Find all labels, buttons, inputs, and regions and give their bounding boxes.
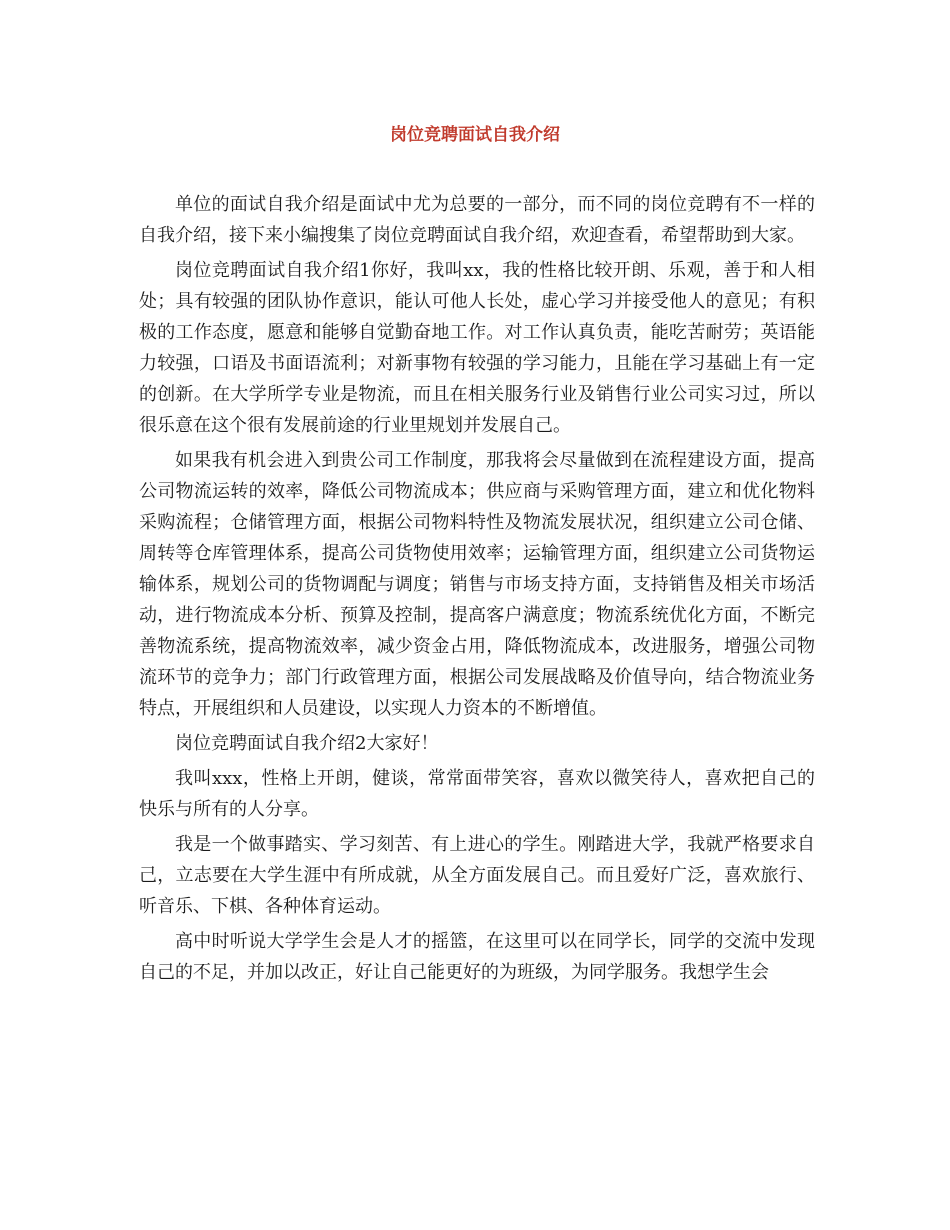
paragraph-student-union: 高中时听说大学学生会是人才的摇篮，在这里可以在同学长，同学的交流中发现自己的不足，并加以改正，好让自己能更好的为班级，为同学服务。我想学生会 [139,931,815,983]
paragraph-intro-1: 岗位竞聘面试自我介绍1你好，我叫xx，我的性格比较开朗、乐观，善于和人相处；具有较强的团队协作意识，能认可他人长处，虚心学习并接受他人的意见；有积极的工作态度，愿意和能够自觉勤奋地工作。对工作认真负责，能吃苦耐劳；英语能力较强，口语及书面语流利；对新事物有较强的学习能力，且能在学习基础上有一定的创新。在大学所学专业是物流，而且在相关服务行业及销售行业公司实习过，所以很乐意在这个很有发展前途的行业里规划并发展自己。 [139,260,815,436]
paragraph-intro-2-heading: 岗位竞聘面试自我介绍2大家好！ [175,733,439,754]
document-body [139,189,815,992]
paragraph-intro: 单位的面试自我介绍是面试中尤为总要的一部分，而不同的岗位竞聘有不一样的自我介绍，接下来小编搜集了岗位竞聘面试自我介绍，欢迎查看，希望帮助到大家。 [139,194,815,246]
paragraph-student: 我是一个做事踏实、学习刻苦、有上进心的学生。刚踏进大学，我就严格要求自己，立志要在大学生涯中有所成就，从全方面发展自己。而且爱好广泛，喜欢旅行、听音乐、下棋、各种体育运动。 [139,834,815,917]
document-title: 岗位竞聘面试自我介绍 [390,125,560,145]
paragraph-plan: 如果我有机会进入到贵公司工作制度，那我将会尽量做到在流程建设方面，提高公司物流运转的效率，降低公司物流成本；供应商与采购管理方面，建立和优化物料采购流程；仓储管理方面，根据公司物料特性及物流发展状况，组织建立公司仓储、周转等仓库管理体系，提高公司货物使用效率；运输管理方面，组织建立公司货物运输体系，规划公司的货物调配与调度；销售与市场支持方面，支持销售及相关市场活动，进行物流成本分析、预算及控制，提高客户满意度；物流系统优化方面，不断完善物流系统，提高物流效率，减少资金占用，降低物流成本，改进服务，增强公司物流环节的竞争力；部门行政管理方面，根据公司发展战略及价值导向，结合物流业务特点，开展组织和人员建设，以实现人力资本的不断增值。 [139,450,815,719]
paragraph-personality: 我叫xxx，性格上开朗，健谈，常常面带笑容，喜欢以微笑待人，喜欢把自己的快乐与所有的人分享。 [139,768,815,820]
